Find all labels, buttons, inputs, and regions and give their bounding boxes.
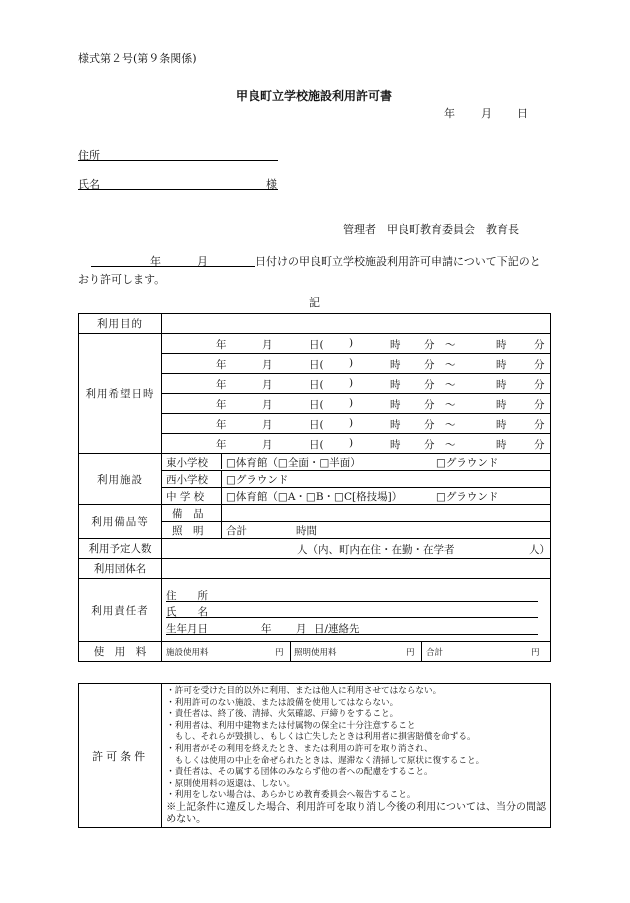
facility-middle[interactable] bbox=[162, 488, 551, 505]
slot-hour2: 時 bbox=[496, 359, 507, 371]
purpose-label: 利用目的 bbox=[79, 314, 162, 334]
slot-minute: 分 bbox=[424, 339, 435, 351]
equipment-label: 利用備品等 bbox=[79, 505, 162, 539]
people-cell[interactable] bbox=[162, 539, 551, 559]
slot-tilde: ～ bbox=[445, 379, 456, 391]
condition-item: ・原則使用料の返還は、しない。 bbox=[166, 778, 296, 789]
fee-total-label: 合計 bbox=[426, 648, 444, 658]
facility-west[interactable] bbox=[162, 471, 551, 488]
slot-day: 日( bbox=[309, 439, 324, 451]
address-line bbox=[78, 160, 278, 161]
facility-label: 利用施設 bbox=[79, 454, 162, 505]
slot-hour2: 時 bbox=[496, 379, 507, 391]
slot-month: 月 bbox=[262, 419, 273, 431]
lighting-hours: 時間 bbox=[296, 525, 317, 537]
intro-text-line2: おり許可します。 bbox=[78, 273, 166, 286]
slot-minute: 分 bbox=[424, 359, 435, 371]
issue-year: 年 bbox=[444, 107, 455, 120]
fee-facility-yen: 円 bbox=[275, 648, 284, 658]
resp-address-label: 住 所 bbox=[166, 590, 208, 602]
slot-year: 年 bbox=[216, 419, 227, 431]
slot-hour: 時 bbox=[390, 439, 401, 451]
fee-divider-2 bbox=[421, 642, 422, 661]
group-cell[interactable] bbox=[162, 559, 551, 579]
date-slot-5[interactable] bbox=[162, 414, 551, 434]
purpose-cell[interactable] bbox=[162, 314, 551, 334]
slot-hour: 時 bbox=[390, 379, 401, 391]
slot-month: 月 bbox=[262, 399, 273, 411]
form-number: 様式第２号(第９条関係) bbox=[78, 52, 197, 65]
slot-minute2: 分 bbox=[534, 359, 545, 371]
condition-item: ※上記条件に違反した場合、利用許可を取り消し今後の利用については、当分の間認 bbox=[166, 801, 546, 813]
resp-label: 利用責任者 bbox=[79, 579, 162, 642]
slot-minute: 分 bbox=[424, 439, 435, 451]
slot-minute: 分 bbox=[424, 419, 435, 431]
condition-item: もしくは使用の中止を命ぜられたときは、遅滞なく清掃して原状に復すること。 bbox=[166, 755, 485, 766]
resp-birth-label: 生年月日 bbox=[166, 623, 208, 635]
conditions-list bbox=[162, 684, 551, 828]
resp-name-label: 氏 名 bbox=[166, 606, 208, 618]
slot-minute2: 分 bbox=[534, 419, 545, 431]
slot-minute2: 分 bbox=[534, 339, 545, 351]
intro-month: 月 bbox=[197, 255, 208, 268]
conditions-table bbox=[78, 683, 551, 828]
slot-hour2: 時 bbox=[496, 399, 507, 411]
resp-cell[interactable] bbox=[162, 579, 551, 642]
intro-underline bbox=[91, 266, 255, 267]
fee-facility-label: 施設使用料 bbox=[166, 648, 209, 658]
issuer: 管理者 甲良町教育委員会 教育長 bbox=[343, 223, 519, 236]
condition-item: ・責任者は、その属する団体のみならず他の者への配慮をすること。 bbox=[166, 767, 433, 778]
address-label: 住所 bbox=[78, 149, 100, 162]
slot-close: ) bbox=[349, 397, 354, 409]
slot-day: 日( bbox=[309, 399, 324, 411]
slot-minute: 分 bbox=[424, 399, 435, 411]
equipment-item: 備 品 bbox=[162, 505, 222, 521]
resp-name-line bbox=[166, 617, 538, 618]
slot-close: ) bbox=[349, 357, 354, 369]
document-title: 甲良町立学校施設利用許可書 bbox=[236, 89, 393, 103]
intro-year: 年 bbox=[150, 255, 161, 268]
slot-month: 月 bbox=[262, 359, 273, 371]
school-ground-middle[interactable]: □グラウンド bbox=[436, 491, 499, 503]
fee-total-yen: 円 bbox=[531, 648, 540, 658]
dates-label: 利用希望日時 bbox=[79, 334, 162, 454]
people-close: 人） bbox=[529, 544, 550, 556]
resp-year: 年 bbox=[261, 623, 272, 635]
fee-lighting-label: 照明使用料 bbox=[294, 648, 337, 658]
date-slot-1[interactable] bbox=[162, 334, 551, 354]
slot-year: 年 bbox=[216, 379, 227, 391]
slot-day: 日( bbox=[309, 359, 324, 371]
slot-year: 年 bbox=[216, 439, 227, 451]
slot-year: 年 bbox=[216, 399, 227, 411]
school-options-west[interactable]: □グラウンド bbox=[226, 474, 289, 486]
slot-close: ) bbox=[349, 437, 354, 449]
school-name-middle: 中 学 校 bbox=[162, 488, 222, 504]
slot-tilde: ～ bbox=[445, 399, 456, 411]
slot-minute2: 分 bbox=[534, 379, 545, 391]
slot-minute: 分 bbox=[424, 379, 435, 391]
condition-item: もし、それらが毀損し、もしくは亡失したときは利用者に損害賠償を命ずる。 bbox=[166, 732, 476, 743]
lighting-row[interactable] bbox=[162, 522, 551, 539]
date-slot-2[interactable] bbox=[162, 354, 551, 374]
slot-tilde: ～ bbox=[445, 359, 456, 371]
slot-year: 年 bbox=[216, 359, 227, 371]
slot-hour2: 時 bbox=[496, 419, 507, 431]
facility-east[interactable] bbox=[162, 454, 551, 471]
slot-day: 日( bbox=[309, 339, 324, 351]
condition-item: ・許可を受けた目的以外に利用、または他人に利用させてはならない。 bbox=[166, 686, 442, 696]
school-name-west: 西小学校 bbox=[162, 471, 222, 487]
lighting-total: 合計 bbox=[226, 525, 247, 537]
people-text: 人（内、町内在住・在勤・在学者 bbox=[297, 544, 455, 556]
slot-day: 日( bbox=[309, 419, 324, 431]
ki-mark: 記 bbox=[309, 296, 320, 309]
slot-hour: 時 bbox=[390, 419, 401, 431]
slot-hour: 時 bbox=[390, 339, 401, 351]
slot-hour2: 時 bbox=[496, 439, 507, 451]
resp-birth-line bbox=[166, 634, 538, 635]
application-table bbox=[78, 313, 551, 662]
date-slot-6[interactable] bbox=[162, 434, 551, 454]
intro-text-line1: 日付けの甲良町立学校施設利用許可申請について下記のと bbox=[255, 255, 541, 268]
people-label: 利用予定人数 bbox=[79, 539, 162, 559]
fee-label: 使 用 料 bbox=[79, 642, 162, 662]
date-slot-4[interactable] bbox=[162, 394, 551, 414]
condition-item: めない。 bbox=[166, 813, 207, 825]
date-slot-3[interactable] bbox=[162, 374, 551, 394]
school-options-middle[interactable]: □体育館（□A・□B・□C[格技場]） bbox=[226, 491, 403, 503]
name-label: 氏名 bbox=[78, 178, 100, 191]
slot-minute2: 分 bbox=[534, 399, 545, 411]
condition-item: ・利用許可のない施設、または設備を使用してはならない。 bbox=[166, 697, 399, 708]
fee-divider-1 bbox=[290, 642, 291, 661]
slot-close: ) bbox=[349, 377, 354, 389]
slot-close: ) bbox=[349, 417, 354, 429]
slot-close: ) bbox=[349, 337, 354, 349]
equipment-row[interactable] bbox=[162, 505, 551, 522]
slot-minute2: 分 bbox=[534, 439, 545, 451]
issue-month: 月 bbox=[481, 107, 492, 120]
slot-day: 日( bbox=[309, 379, 324, 391]
conditions-label: 許可条件 bbox=[79, 684, 162, 828]
slot-hour2: 時 bbox=[496, 339, 507, 351]
slot-tilde: ～ bbox=[445, 419, 456, 431]
issue-day: 日 bbox=[517, 107, 528, 120]
slot-hour: 時 bbox=[390, 399, 401, 411]
resp-month: 月 bbox=[296, 623, 307, 635]
condition-item: ・利用者がその利用を終えたとき、または利用の許可を取り消され、 bbox=[166, 743, 433, 754]
school-name-east: 東小学校 bbox=[162, 454, 222, 469]
resp-address-line bbox=[166, 601, 538, 602]
fee-lighting-yen: 円 bbox=[406, 648, 415, 658]
condition-item: ・利用をしない場合は、あらかじめ教育委員会へ報告すること。 bbox=[166, 790, 416, 801]
slot-tilde: ～ bbox=[445, 439, 456, 451]
school-ground-east[interactable]: □グラウンド bbox=[436, 457, 499, 469]
slot-year: 年 bbox=[216, 339, 227, 351]
fee-cell bbox=[162, 642, 551, 662]
slot-month: 月 bbox=[262, 379, 273, 391]
name-suffix: 様 bbox=[266, 178, 277, 191]
lighting-item: 照 明 bbox=[162, 522, 222, 538]
slot-tilde: ～ bbox=[445, 339, 456, 351]
group-label: 利用団体名 bbox=[79, 559, 162, 579]
name-line bbox=[78, 189, 278, 190]
condition-item: ・責任者は、終了後、清掃、火気確認、戸締りをすること。 bbox=[166, 709, 399, 720]
slot-month: 月 bbox=[262, 339, 273, 351]
school-options-east[interactable]: □体育館（□全面・□半面） bbox=[226, 457, 361, 469]
resp-contact: 日/連絡先 bbox=[314, 623, 360, 635]
condition-item: ・利用者は、利用中建物または付属物の保全に十分注意すること bbox=[166, 720, 416, 731]
slot-hour: 時 bbox=[390, 359, 401, 371]
slot-month: 月 bbox=[262, 439, 273, 451]
